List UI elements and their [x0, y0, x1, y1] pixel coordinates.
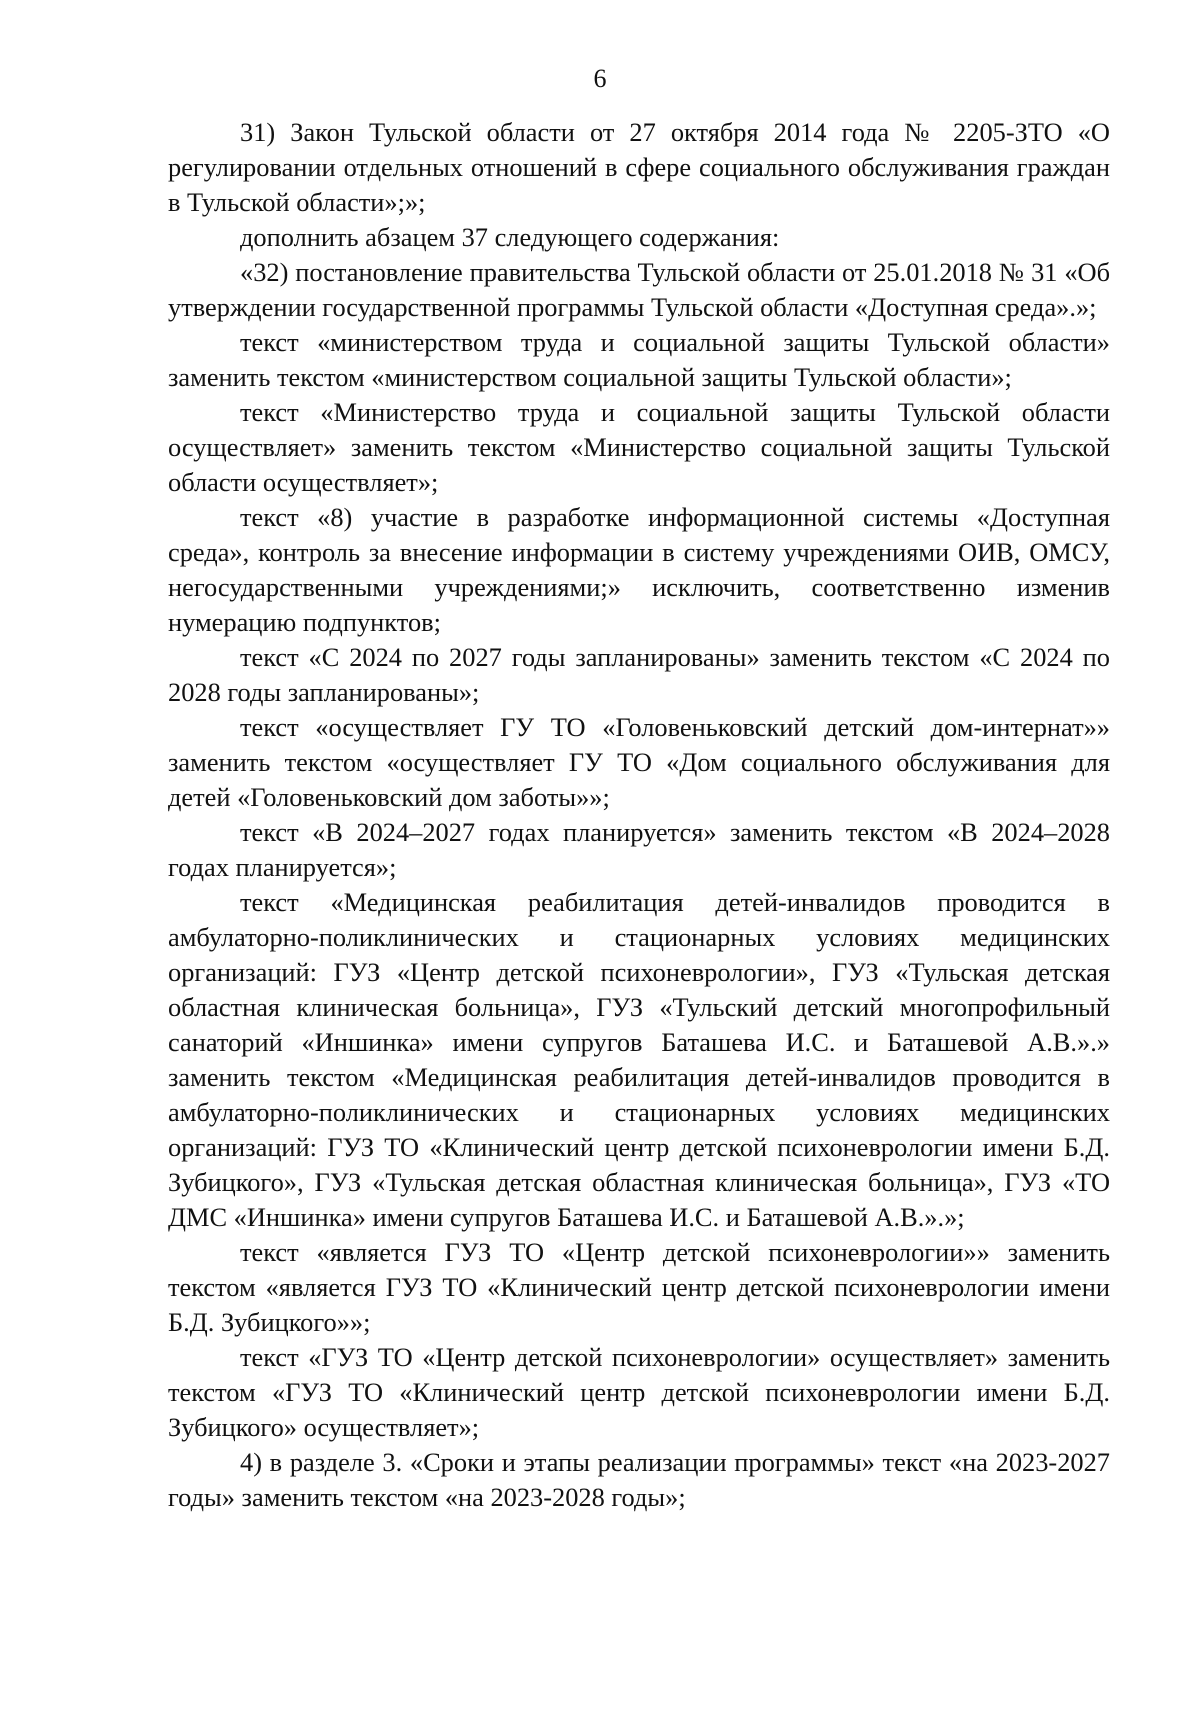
paragraph-exclude-item-8: текст «8) участие в разработке информационной системы «Доступная среда», контроль за внесение информации в систему учреждениями ОИВ, ОМСУ, негосударственными учреждениями;» исключить, соответственно изменив нумерацию подпунктов; — [168, 502, 1110, 637]
paragraph-replace-golovenkovsky: текст «осуществляет ГУ ТО «Головеньковский детский дом-интернат»» заменить текстом «осуществляет ГУ ТО «Дом социального обслуживания для детей «Головеньковский дом заботы»»; — [168, 712, 1110, 812]
paragraph-replace-ministry-name: текст «министерством труда и социальной защиты Тульской области» заменить текстом «министерством социальной защиты Тульской области»; — [168, 327, 1110, 392]
paragraph-replace-ministry-carries-out: текст «Министерство труда и социальной защиты Тульской области осуществляет» заменить текстом «Министерство социальной защиты Тульской области осуществляет»; — [168, 397, 1110, 497]
paragraph-replace-2024-2027-planned: текст «С 2024 по 2027 годы запланированы» заменить текстом «С 2024 по 2028 годы запланированы»; — [168, 642, 1110, 707]
paragraph-replace-medical-rehabilitation: текст «Медицинская реабилитация детей-инвалидов проводится в амбулаторно-поликлинических и стационарных условиях медицинских организаций: ГУЗ «Центр детской психоневрологии», ГУЗ «Тульская детская областная клиническая больница», ГУЗ «Тульский детский многопрофильный санаторий «Иншинка» имени супругов Баташева И.С. и Баташевой А.В.».» заменить текстом «Медицинская реабилитация детей-инвалидов проводится в амбулаторно-поликлинических и стационарных условиях медицинских организаций: ГУЗ ТО «Клинический центр детской психоневрологии имени Б.Д. Зубицкого», ГУЗ «Тульская детская областная клиническая больница», ГУЗ «ТО ДМС «Иншинка» имени супругов Баташева И.С. и Баташевой А.В.».»; — [168, 887, 1110, 1232]
paragraph-replace-guz-carries-out: текст «ГУЗ ТО «Центр детской психоневрологии» осуществляет» заменить текстом «ГУЗ ТО «Клинический центр детской психоневрологии имени Б.Д. Зубицкого» осуществляет»; — [168, 1342, 1110, 1442]
document-body — [168, 115, 1110, 1515]
paragraph-item-31-law: 31) Закон Тульской области от 27 октября 2014 года № 2205-ЗТО «О регулировании отдельных отношений в сфере социального обслуживания граждан в Тульской области»;»; — [168, 117, 1110, 217]
paragraph-item-32-resolution: «32) постановление правительства Тульской области от 25.01.2018 № 31 «Об утверждении государственной программы Тульской области «Доступная среда».»; — [168, 257, 1110, 322]
paragraph-replace-2024-2027-planning: текст «В 2024–2027 годах планируется» заменить текстом «В 2024–2028 годах планируется»; — [168, 817, 1110, 882]
page-number: 6 — [593, 64, 607, 93]
paragraph-replace-is-guz: текст «является ГУЗ ТО «Центр детской психоневрологии»» заменить текстом «является ГУЗ ТО «Клинический центр детской психоневрологии имени Б.Д. Зубицкого»»; — [168, 1237, 1110, 1337]
paragraph-add-abzac-37: дополнить абзацем 37 следующего содержания: — [240, 222, 780, 252]
paragraph-section-3-dates: 4) в разделе 3. «Сроки и этапы реализации программы» текст «на 2023-2027 годы» заменить текстом «на 2023-2028 годы»; — [168, 1447, 1110, 1512]
